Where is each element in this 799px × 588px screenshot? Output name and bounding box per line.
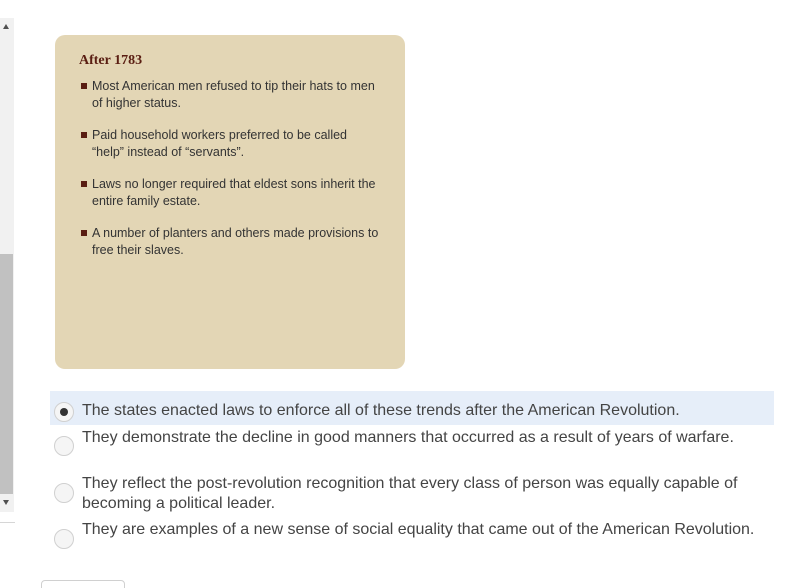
answer-option-4[interactable] (50, 517, 774, 563)
source-item-text: Paid household workers preferred to be called “help” instead of “servants”. (92, 128, 348, 159)
source-title: After 1783 (79, 53, 143, 68)
answer-option-1[interactable] (50, 391, 774, 425)
answer-option-3[interactable] (50, 471, 774, 517)
radio-button[interactable] (54, 483, 74, 503)
source-item-text: A number of planters and others made provisions to free their slaves. (92, 226, 379, 257)
answer-option-label: The states enacted laws to enforce all of these trends after the American Revolution. (82, 402, 680, 419)
scrollbar-thumb[interactable] (0, 254, 13, 494)
radio-button[interactable] (54, 529, 74, 549)
answer-options (50, 391, 774, 563)
answer-option-2[interactable] (50, 425, 774, 471)
divider (0, 522, 15, 523)
source-item-text: Laws no longer required that eldest sons inherit the entire family estate. (92, 177, 376, 208)
answer-option-label: They reflect the post-revolution recognition that every class of person was equally capable of becoming a political leader. (82, 475, 738, 512)
square-bullet-icon (81, 181, 87, 187)
answer-option-label: They are examples of a new sense of social equality that came out of the American Revolution. (82, 521, 755, 538)
square-bullet-icon (81, 83, 87, 89)
source-item (79, 225, 381, 258)
square-bullet-icon (81, 230, 87, 236)
scroll-down-arrow-icon[interactable] (3, 500, 9, 505)
radio-button[interactable] (54, 436, 74, 456)
source-item (79, 176, 381, 209)
answer-option-label: They demonstrate the decline in good manners that occurred as a result of years of warfare. (82, 429, 734, 446)
square-bullet-icon (81, 132, 87, 138)
source-card (55, 35, 405, 369)
scroll-up-arrow-icon[interactable] (3, 24, 9, 29)
source-item (79, 78, 381, 111)
source-list (79, 78, 381, 258)
submit-button[interactable] (41, 580, 125, 588)
source-item-text: Most American men refused to tip their hats to men of higher status. (92, 79, 375, 110)
source-item (79, 127, 381, 160)
radio-button-selected[interactable] (54, 402, 74, 422)
